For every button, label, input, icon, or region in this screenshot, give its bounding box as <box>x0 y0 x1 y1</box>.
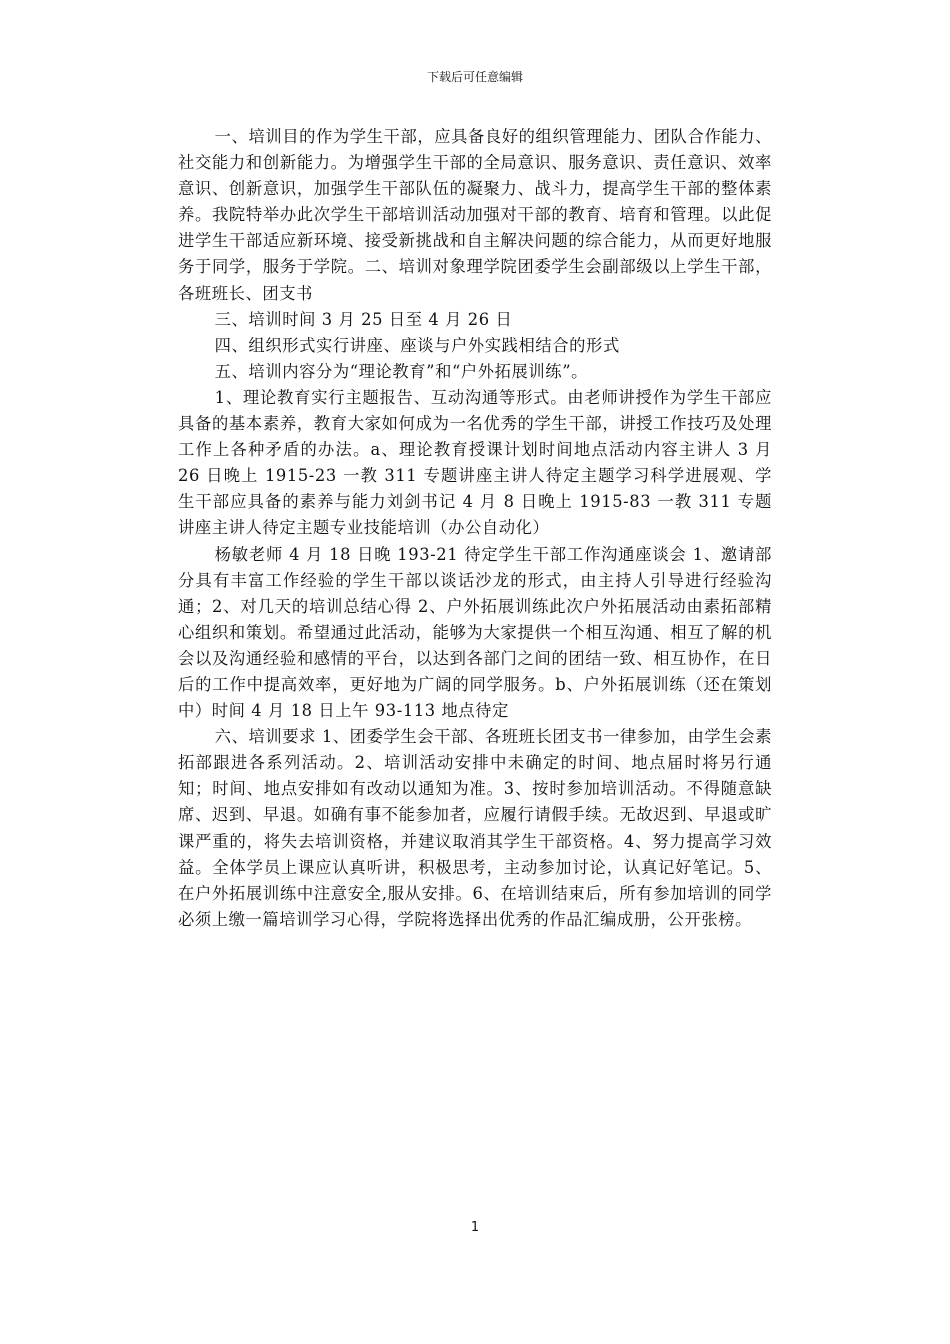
paragraph-training-purpose: 一、培训目的作为学生干部，应具备良好的组织管理能力、团队合作能力、社交能力和创新能力。为增强学生干部的全局意识、服务意识、责任意识、效率意识、创新意识，加强学生干部队伍的凝聚力、战斗力，提高学生干部的整体素养。我院特举办此次学生干部培训活动加强对干部的教育、培育和管理。以此促进学生干部适应新环境、接受新挑战和自主解决问题的综合能力，从而更好地服务于同学，服务于学院。二、培训对象理学院团委学生会副部级以上学生干部，各班班长、团支书 <box>178 127 772 303</box>
paragraph-training-time: 三、培训时间 3 月 25 日至 4 月 26 日 <box>214 309 513 329</box>
paragraph-training-content: 五、培训内容分为“理论教育”和“户外拓展训练”。 <box>214 361 588 381</box>
page-number: 1 <box>470 1220 480 1235</box>
paragraph-training-requirements: 六、培训要求 1、团委学生会干部、各班班长团支书一律参加，由学生会素拓部跟进各系列活动。2、培训活动安排中未确定的时间、地点届时将另行通知；时间、地点安排如有改动以通知为准。3、按时参加培训活动。不得随意缺席、迟到、早退。如确有事不能参加者，应履行请假手续。无故迟到、早退或旷课严重的，将失去培训资格，并建议取消其学生干部资格。4、努力提高学习效益。全体学员上课应认真听讲，积极思考，主动参加讨论，认真记好笔记。5、在户外拓展训练中注意安全,服从安排。6、在培训结束后，所有参加培训的同学必须上缴一篇培训学习心得，学院将选择出优秀的作品汇编成册，公开张榜。 <box>178 727 772 929</box>
paragraph-organization-form: 四、组织形式实行讲座、座谈与户外实践相结合的形式 <box>214 335 620 355</box>
paragraph-outdoor-training: 杨敏老师 4 月 18 日晚 193-21 待定学生干部工作沟通座谈会 1、邀请部分具有丰富工作经验的学生干部以谈话沙龙的形式，由主持人引导进行经验沟通；2、对几天的培训总结心得 2、户外拓展训练此次户外拓展活动由素拓部精心组织和策划。希望通过此活动，能够为大家提供一个相互沟通、相互了解的机会以及沟通经验和感情的平台，以达到各部门之间的团结一致、相互协作，在日后的工作中提高效率，更好地为广阔的同学服务。b、户外拓展训练（还在策划中）时间 4 月 18 日上午 93-113 地点待定 <box>178 544 772 721</box>
document-body <box>178 124 772 933</box>
paragraph-theory-education: 1、理论教育实行主题报告、互动沟通等形式。由老师讲授作为学生干部应具备的基本素养，教育大家如何成为一名优秀的学生干部，讲授工作技巧及处理工作上各种矛盾的办法。a、理论教育授课计划时间地点活动内容主讲人 3 月 26 日晚上 1915-23 一教 311 专题讲座主讲人待定主题学习科学进展观、学生干部应具备的素养与能力刘剑书记 4 月 8 日晚上 1915-83 一教 311 专题讲座主讲人待定主题专业技能培训（办公自动化） <box>178 387 772 538</box>
header-note: 下载后可任意编辑 <box>426 70 523 84</box>
